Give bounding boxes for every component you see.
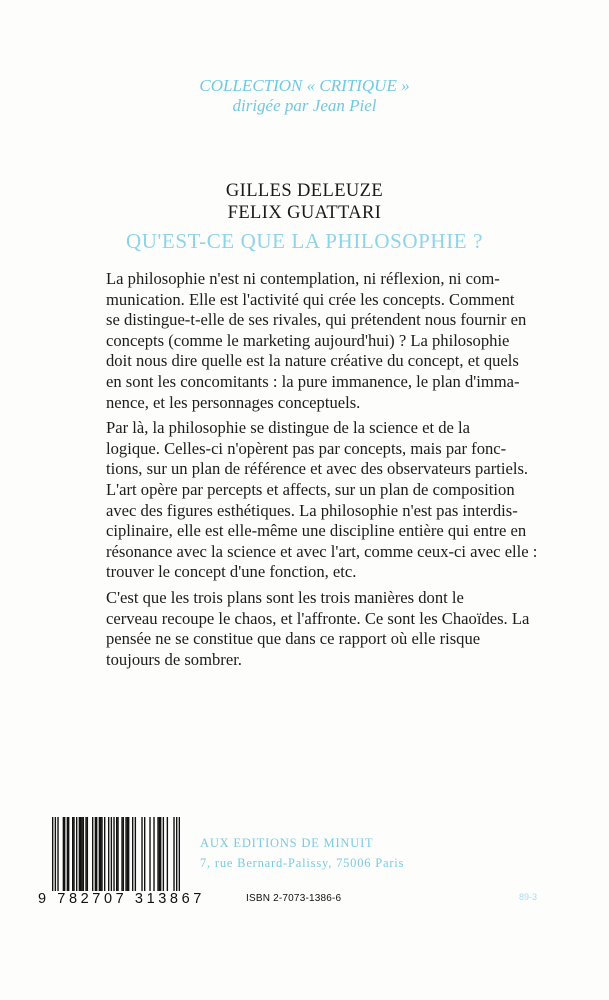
text-line: trouver le concept d'une fonction, etc. [106, 562, 357, 582]
text-line: nence, et les personnages conceptuels. [106, 392, 361, 412]
text-line: en sont les concomitants : la pure immanence, le plan d'imma- [106, 371, 520, 391]
text-line: munication. Elle est l'activité qui crée les concepts. Comment [106, 289, 515, 309]
text-line: Par là, la philosophie se distingue de la science et de la [106, 418, 471, 438]
collection-name: COLLECTION « CRITIQUE » [199, 76, 410, 95]
text-line: toujours de sombrer. [106, 649, 242, 669]
text-line: tions, sur un plan de référence et avec des observateurs partiels. [106, 459, 529, 479]
isbn: ISBN 2-7073-1386-6 [246, 893, 342, 904]
blurb-text [92, 269, 538, 675]
authors [0, 180, 609, 224]
text-line: doit nous dire quelle est la nature créative du concept, et quels [106, 351, 519, 371]
text-line: concepts (comme le marketing aujourd'hui) ? La philosophie [106, 330, 510, 350]
text-line: résonance avec la science et avec l'art, comme ceux-ci avec elle : [106, 541, 538, 561]
barcode-number: 9 782707 313867 [38, 891, 205, 907]
publisher-info [200, 833, 404, 873]
text-line: L'art opère par percepts et affects, sur un plan de composition [106, 479, 515, 499]
text-line: logique. Celles-ci n'opèrent pas par concepts, mais par fonc- [106, 438, 507, 458]
text-line: La philosophie n'est ni contemplation, ni réflexion, ni com- [106, 269, 500, 288]
blurb-paragraph [92, 418, 538, 583]
text-line: avec des figures esthétiques. La philosophie n'est pas interdis- [106, 500, 518, 520]
author-name: FELIX GUATTARI [227, 203, 382, 223]
text-line: cerveau recoupe le chaos, et l'affronte. Ce sont les Chaoïdes. La [106, 608, 530, 628]
text-line: C'est que les trois plans sont les trois manières dont le [106, 587, 464, 607]
text-line: pensée ne se constitue que dans ce rapport où elle risque [106, 629, 481, 649]
author-name: GILLES DELEUZE [225, 181, 384, 201]
publisher-name: AUX EDITIONS DE MINUIT [200, 836, 374, 850]
collection-header [0, 76, 609, 116]
blurb-paragraph [92, 269, 538, 413]
book-title: QU'EST-CE QUE LA PHILOSOPHIE ? [125, 229, 483, 253]
publisher-address: 7, rue Bernard-Palissy, 75006 Paris [200, 856, 405, 870]
blurb-paragraph [92, 588, 538, 670]
text-line: ciplinaire, elle est elle-même une discipline entière qui entre en [106, 521, 527, 541]
print-code: 89-3 [519, 892, 538, 902]
text-line: se distingue-t-elle de ses rivales, qui prétendent nous fournir en [106, 310, 527, 330]
collection-editor: dirigée par Jean Piel [232, 96, 377, 115]
